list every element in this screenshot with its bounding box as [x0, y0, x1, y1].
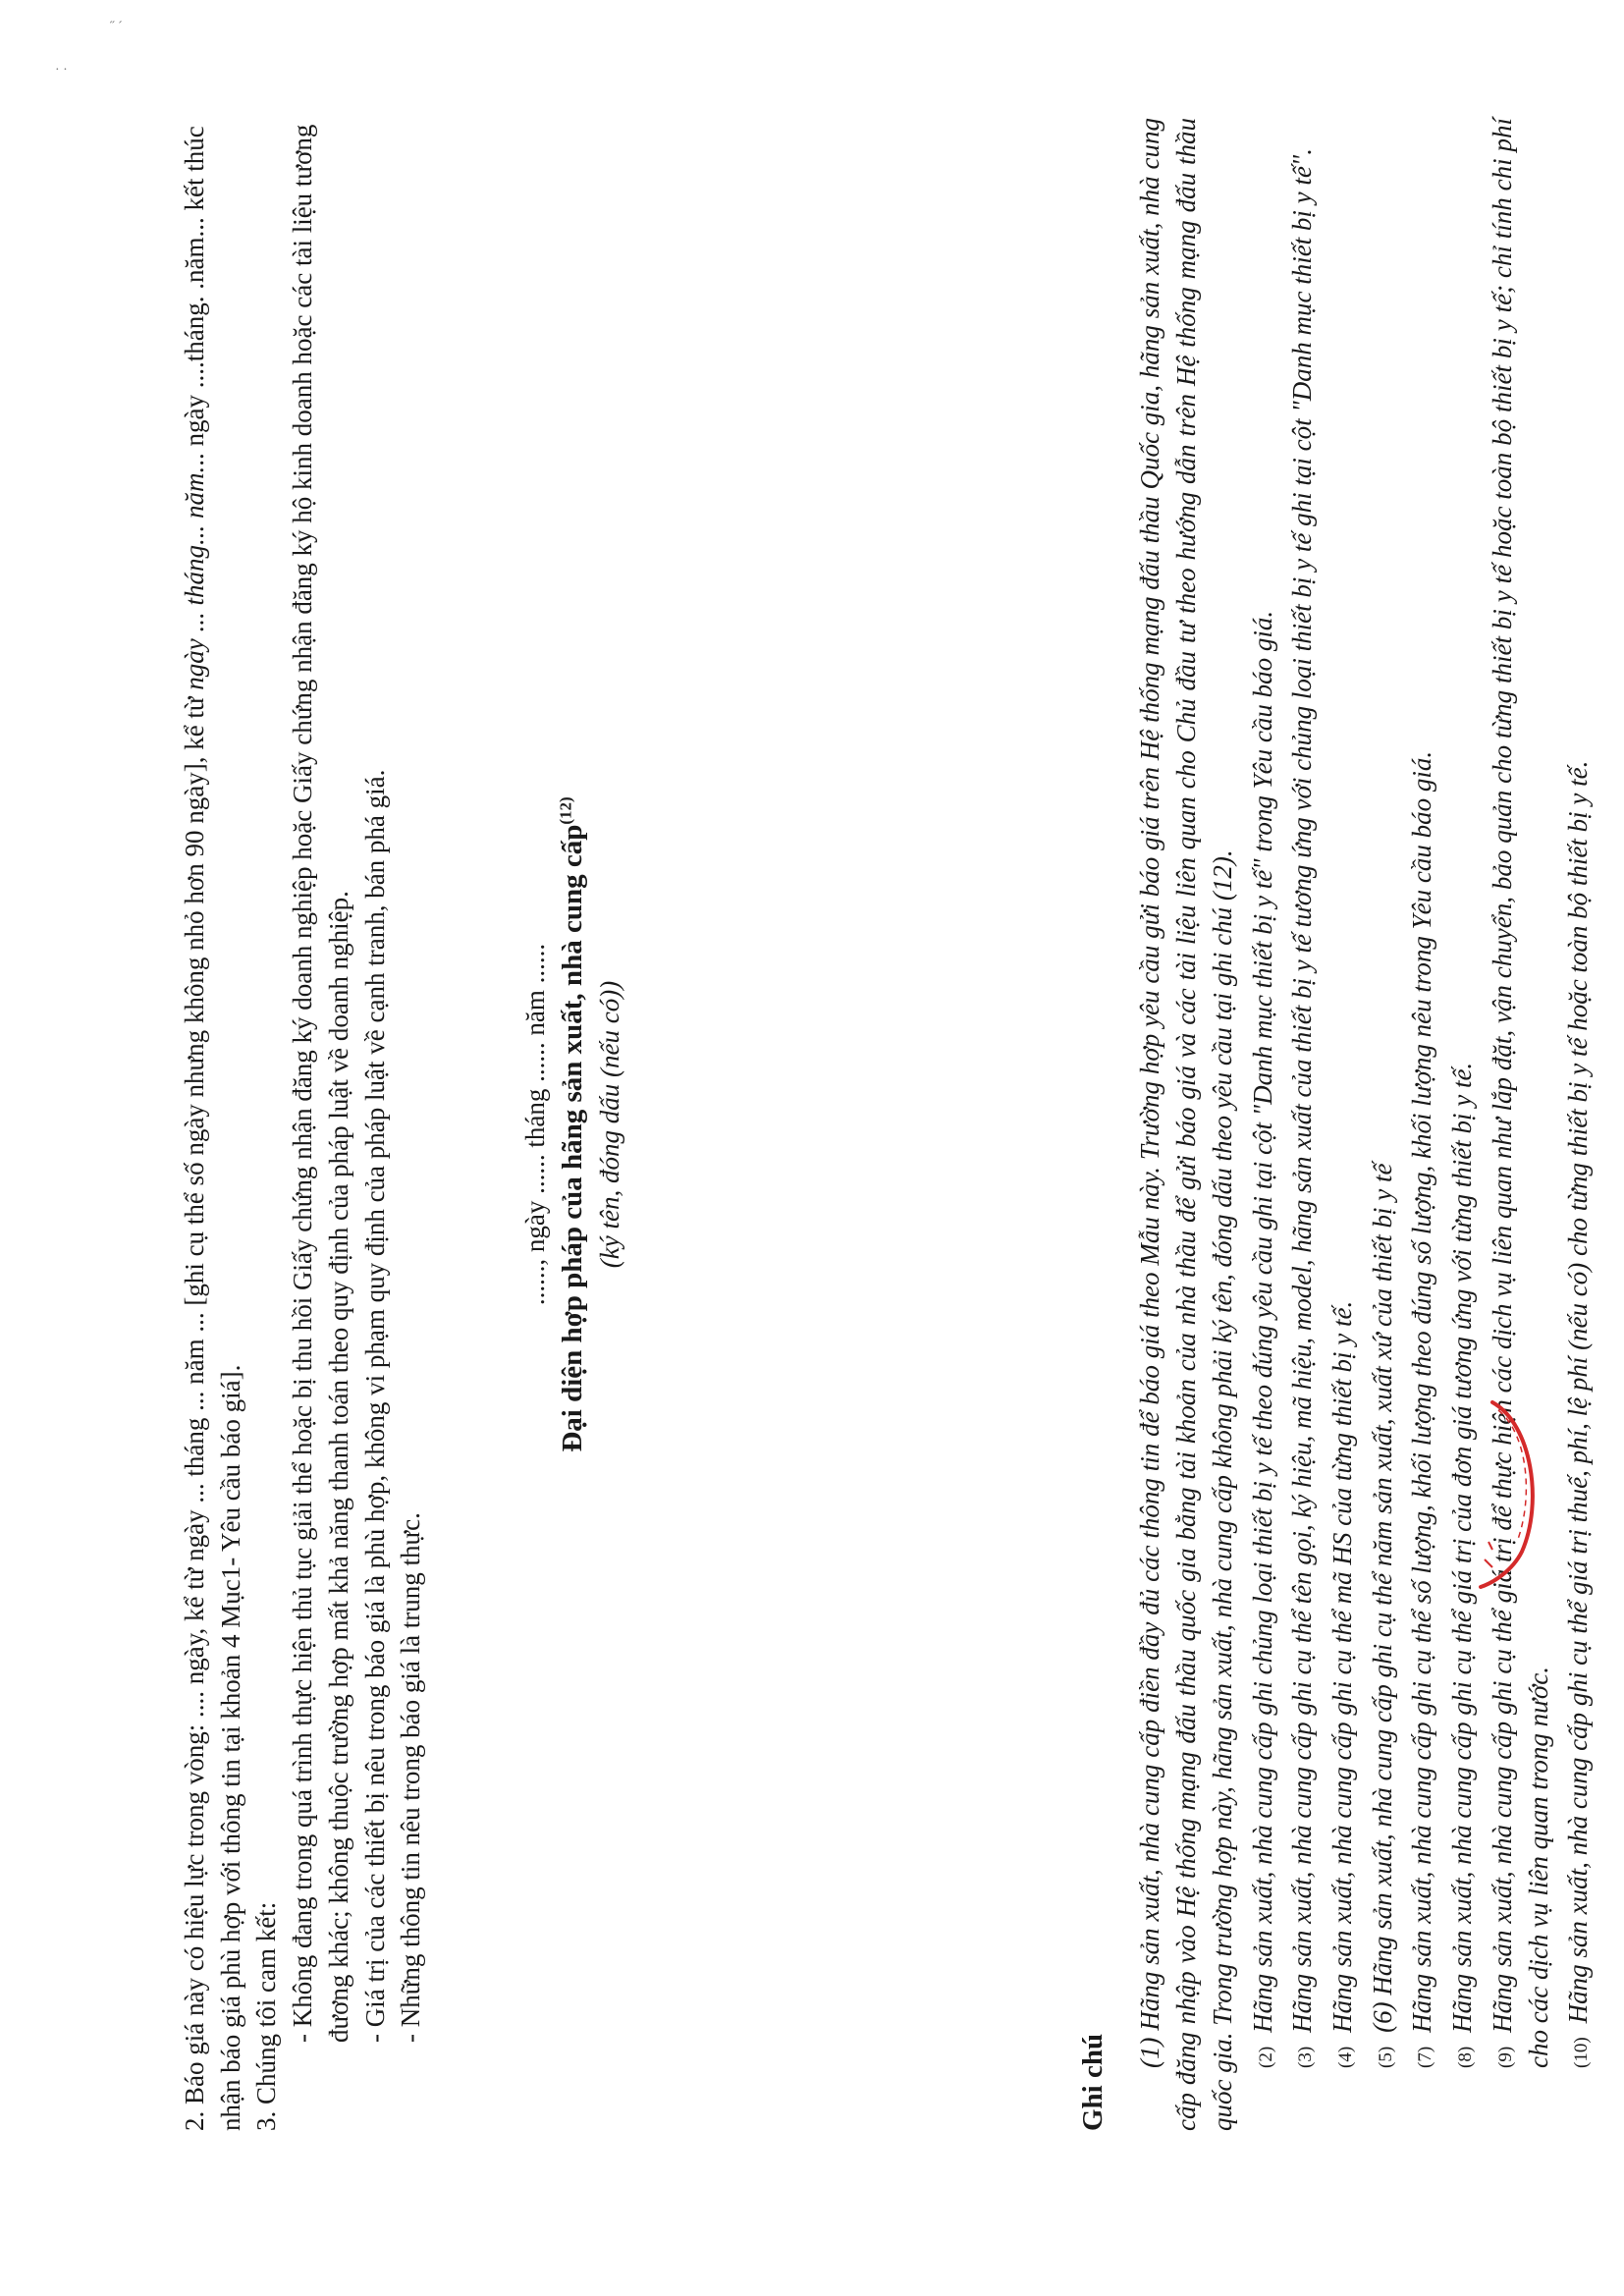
note-2: (2)Hãng sản xuất, nhà cung cấp ghi chủng loại thiết bị y tế theo đúng yêu cầu ghi tại cột "Danh mục thiết bị y tế" trong Yêu cầu báo giá. — [1247, 610, 1277, 2068]
signature-subtitle: (ký tên, đóng dấu (nếu có)) — [595, 980, 625, 1269]
stamp-arc — [1481, 1402, 1533, 1587]
signature-space — [628, 118, 1001, 2131]
signature-title: Đại diện hợp pháp của hãng sản xuất, nhà cung cấp$^{(12)}$ — [556, 796, 588, 1452]
notes-heading: Ghi chú — [1076, 2033, 1109, 2131]
commitment-item: - Những thông tin nêu trong báo giá là trung thực. — [396, 1512, 426, 2043]
note-3: (3)Hãng sản xuất, nhà cung cấp ghi cụ thể tên gọi, ký hiệu, mã hiệu, model, hãng sản xuất của thiết bị y tế tương ứng với chủng loại thiết bị y tế ghi tại cột "Danh mục thiết bị y tế". — [1287, 148, 1318, 2068]
note-9: (9)Hãng sản xuất, nhà cung cấp ghi cụ thể giá trị để thực hiện các dịch vụ liên quan như lắp đặt, vận chuyển, bảo quản cho từng thiết bị y tế hoặc toàn bộ thiết bị y tế; chỉ tính chi phí cho các dịch vụ liên quan trong nước. — [1487, 118, 1553, 2068]
commitment-item: - Giá trị của các thiết bị nêu trong báo giá là phù hợp, không vi phạm quy định của pháp luật về cạnh tranh, bán phá giá. — [359, 769, 390, 2043]
commitment-item: - Không đang trong quá trình thực hiện thủ tục giải thể hoặc bị thu hồi Giấy chứng nhận đăng ký doanh nghiệp hoặc Giấy chứng nhận đăng ký hộ kinh doanh hoặc các tài liệu tương đương khác; không thuộc trường hợp mất khả năng thanh toán theo quy định của pháp luật về doanh nghiệp. — [288, 124, 353, 2043]
validity-paragraph: 2. Báo giá này có hiệu lực trong vòng: .... ngày, kể từ ngày ... tháng ... năm ... [ghi cụ thể số ngày nhưng không nhỏ hơn 90 ngày], kể từ ngày ... tháng... năm... ngày ....tháng. .năm... kết thúc nhận báo giá phù hợp với thông tin tại khoản 4 Mục1- Yêu cầu báo giá]. — [180, 126, 245, 2131]
note-7: (7)Hãng sản xuất, nhà cung cấp ghi cụ thể số lượng, khối lượng theo đúng số lượng, khối lượng nêu trong Yêu cầu báo giá. — [1407, 750, 1437, 2068]
validity-italic-tail: ngày ... tháng... năm. — [180, 465, 209, 690]
note-10: (10)Hãng sản xuất, nhà cung cấp ghi cụ thể giá trị thuế, phí, lệ phí (nếu có) cho từng thiết bị y tế hoặc toàn bộ thiết bị y tế. — [1563, 760, 1594, 2068]
signature-block — [517, 118, 628, 2131]
stamp-mark — [1485, 1542, 1492, 1567]
scan-speck: ˝ ˊ — [110, 20, 123, 34]
scan-speck: · · — [55, 63, 68, 78]
signature-date: ......, ngày ...... tháng ...... năm ...... — [520, 943, 551, 1306]
stamp-inner-arc — [1498, 1410, 1526, 1542]
commitment-heading: 3. Chúng tôi cam kết: — [251, 1901, 282, 2131]
note-4: (4)Hãng sản xuất, nhà cung cấp ghi cụ thể mã HS của từng thiết bị y tế. — [1326, 1300, 1357, 2068]
note-8: (8)Hãng sản xuất, nhà cung cấp ghi cụ thể giá trị của đơn giá tương ứng với từng thiết bị y tế. — [1447, 1062, 1478, 2068]
document-page — [177, 118, 1594, 2131]
red-stamp-fragment — [1463, 1394, 1551, 1591]
note-5: (5)(6) Hãng sản xuất, nhà cung cấp ghi cụ thể năm sản xuất, xuất xứ của thiết bị y tế — [1367, 1163, 1397, 2068]
note-1: (1) Hãng sản xuất, nhà cung cấp điền đầy đủ các thông tin để báo giá theo Mẫu này. Trường hợp yêu cầu gửi báo giá trên Hệ thống mạng đấu thầu Quốc gia, hãng sản xuất, nhà cung cấp đăng nhập vào Hệ thống mạng đấu thầu quốc gia bằng tài khoản của nhà thầu để gửi báo giá và các tài liệu liên quan cho Chủ đầu tư theo hướng dẫn trên Hệ thống mạng đấu thầu quốc gia. Trong trường hợp này, hãng sản xuất, nhà cung cấp không phải ký tên, đóng dấu theo yêu cầu tại ghi chú (12). — [1135, 118, 1237, 2131]
